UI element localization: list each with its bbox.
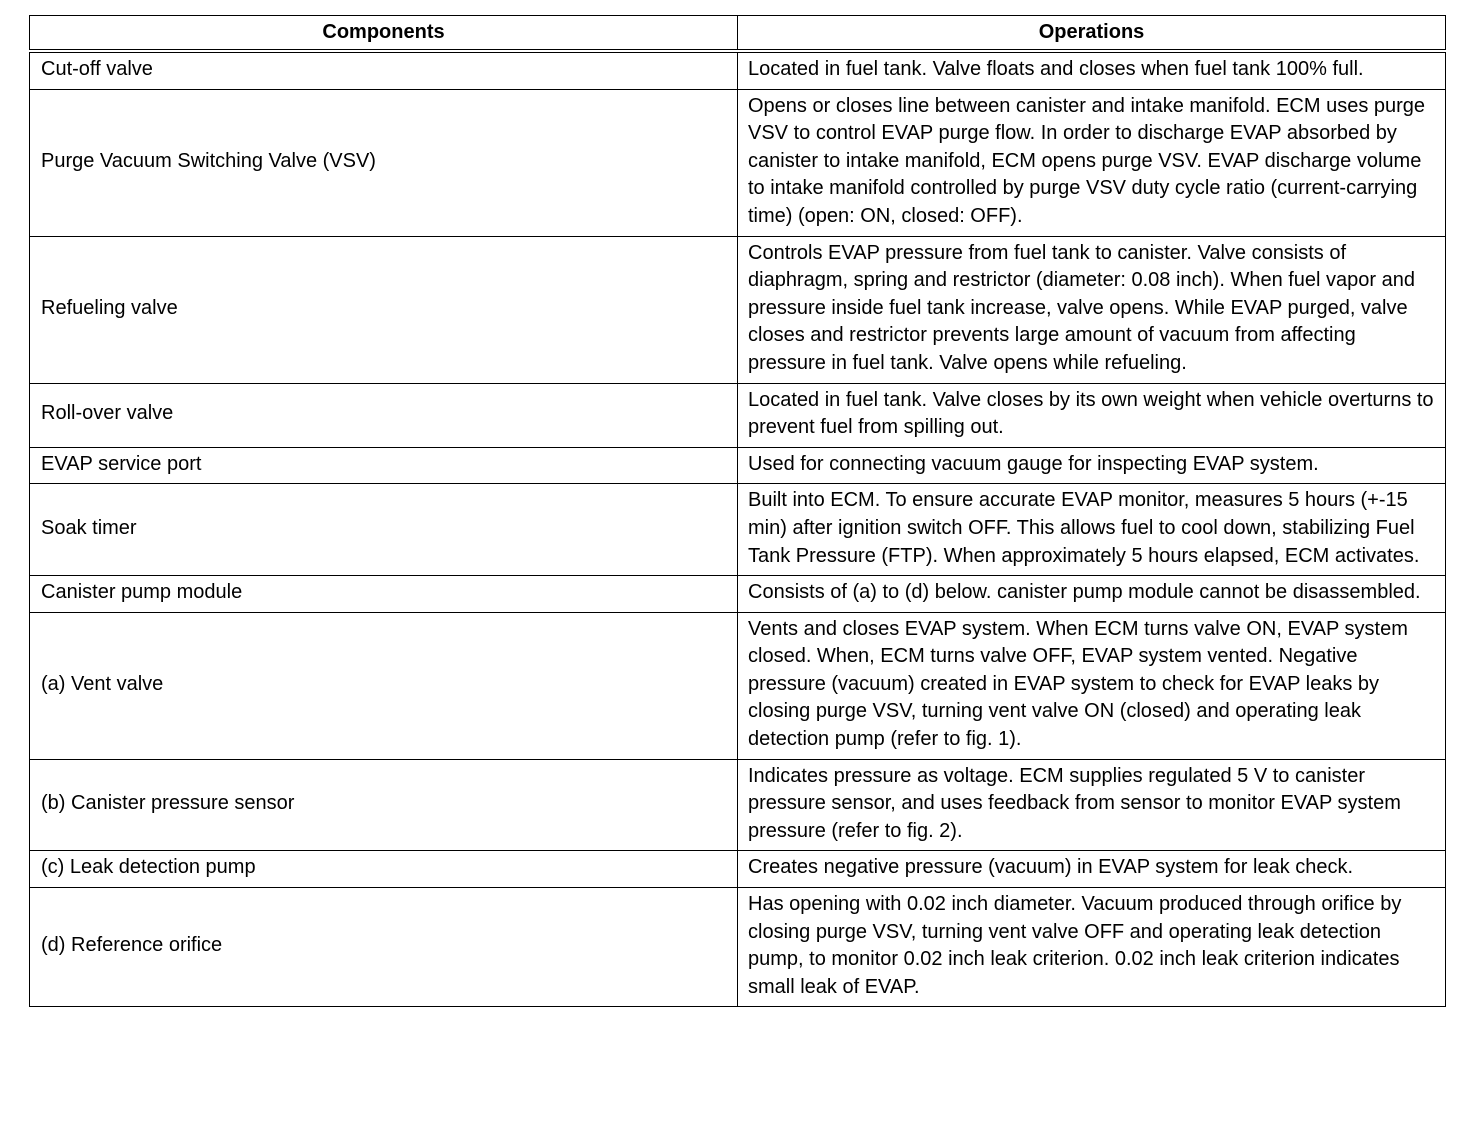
component-cell: Roll-over valve — [30, 383, 738, 447]
component-cell: (b) Canister pressure sensor — [30, 759, 738, 851]
component-cell: Canister pump module — [30, 576, 738, 613]
component-cell: Cut-off valve — [30, 51, 738, 89]
components-operations-table — [29, 15, 1446, 1007]
operation-cell: Consists of (a) to (d) below. canister pump module cannot be disassembled. — [738, 576, 1446, 613]
operation-cell: Located in fuel tank. Valve floats and closes when fuel tank 100% full. — [738, 51, 1446, 89]
header-components: Components — [30, 16, 738, 52]
component-cell: (d) Reference orifice — [30, 888, 738, 1007]
table-row — [30, 236, 1446, 383]
table-row — [30, 484, 1446, 576]
table-row — [30, 851, 1446, 888]
table-row — [30, 612, 1446, 759]
operation-cell: Built into ECM. To ensure accurate EVAP monitor, measures 5 hours (+-15 min) after ignition switch OFF. This allows fuel to cool down, stabilizing Fuel Tank Pressure (FTP). When approximately 5 hours elapsed, ECM activates. — [738, 484, 1446, 576]
component-cell: Refueling valve — [30, 236, 738, 383]
table-row — [30, 447, 1446, 484]
operation-cell: Creates negative pressure (vacuum) in EVAP system for leak check. — [738, 851, 1446, 888]
table-row — [30, 51, 1446, 89]
component-cell: (a) Vent valve — [30, 612, 738, 759]
table-header-row — [30, 16, 1446, 52]
operation-cell: Indicates pressure as voltage. ECM supplies regulated 5 V to canister pressure sensor, and uses feedback from sensor to monitor EVAP system pressure (refer to fig. 2). — [738, 759, 1446, 851]
operation-cell: Controls EVAP pressure from fuel tank to canister. Valve consists of diaphragm, spring and restrictor (diameter: 0.08 inch). When fuel vapor and pressure inside fuel tank increase, valve opens. While EVAP purged, valve closes and restrictor prevents large amount of vacuum from affecting pressure in fuel tank. Valve opens while refueling. — [738, 236, 1446, 383]
table-row — [30, 89, 1446, 236]
table-row — [30, 383, 1446, 447]
operation-cell: Has opening with 0.02 inch diameter. Vacuum produced through orifice by closing purge VSV, turning vent valve OFF and operating leak detection pump, to monitor 0.02 inch leak criterion. 0.02 inch leak criterion indicates small leak of EVAP. — [738, 888, 1446, 1007]
operation-cell: Opens or closes line between canister and intake manifold. ECM uses purge VSV to control EVAP purge flow. In order to discharge EVAP absorbed by canister to intake manifold, ECM opens purge VSV. EVAP discharge volume to intake manifold controlled by purge VSV duty cycle ratio (current-carrying time) (open: ON, closed: OFF). — [738, 89, 1446, 236]
table-row — [30, 759, 1446, 851]
table-row — [30, 576, 1446, 613]
component-cell: (c) Leak detection pump — [30, 851, 738, 888]
header-operations: Operations — [738, 16, 1446, 52]
operation-cell: Located in fuel tank. Valve closes by its own weight when vehicle overturns to prevent fuel from spilling out. — [738, 383, 1446, 447]
component-cell: EVAP service port — [30, 447, 738, 484]
operation-cell: Used for connecting vacuum gauge for inspecting EVAP system. — [738, 447, 1446, 484]
operation-cell: Vents and closes EVAP system. When ECM turns valve ON, EVAP system closed. When, ECM turns valve OFF, EVAP system vented. Negative pressure (vacuum) created in EVAP system to check for EVAP leaks by closing purge VSV, turning vent valve ON (closed) and operating leak detection pump (refer to fig. 1). — [738, 612, 1446, 759]
component-cell: Soak timer — [30, 484, 738, 576]
table-row — [30, 888, 1446, 1007]
component-cell: Purge Vacuum Switching Valve (VSV) — [30, 89, 738, 236]
